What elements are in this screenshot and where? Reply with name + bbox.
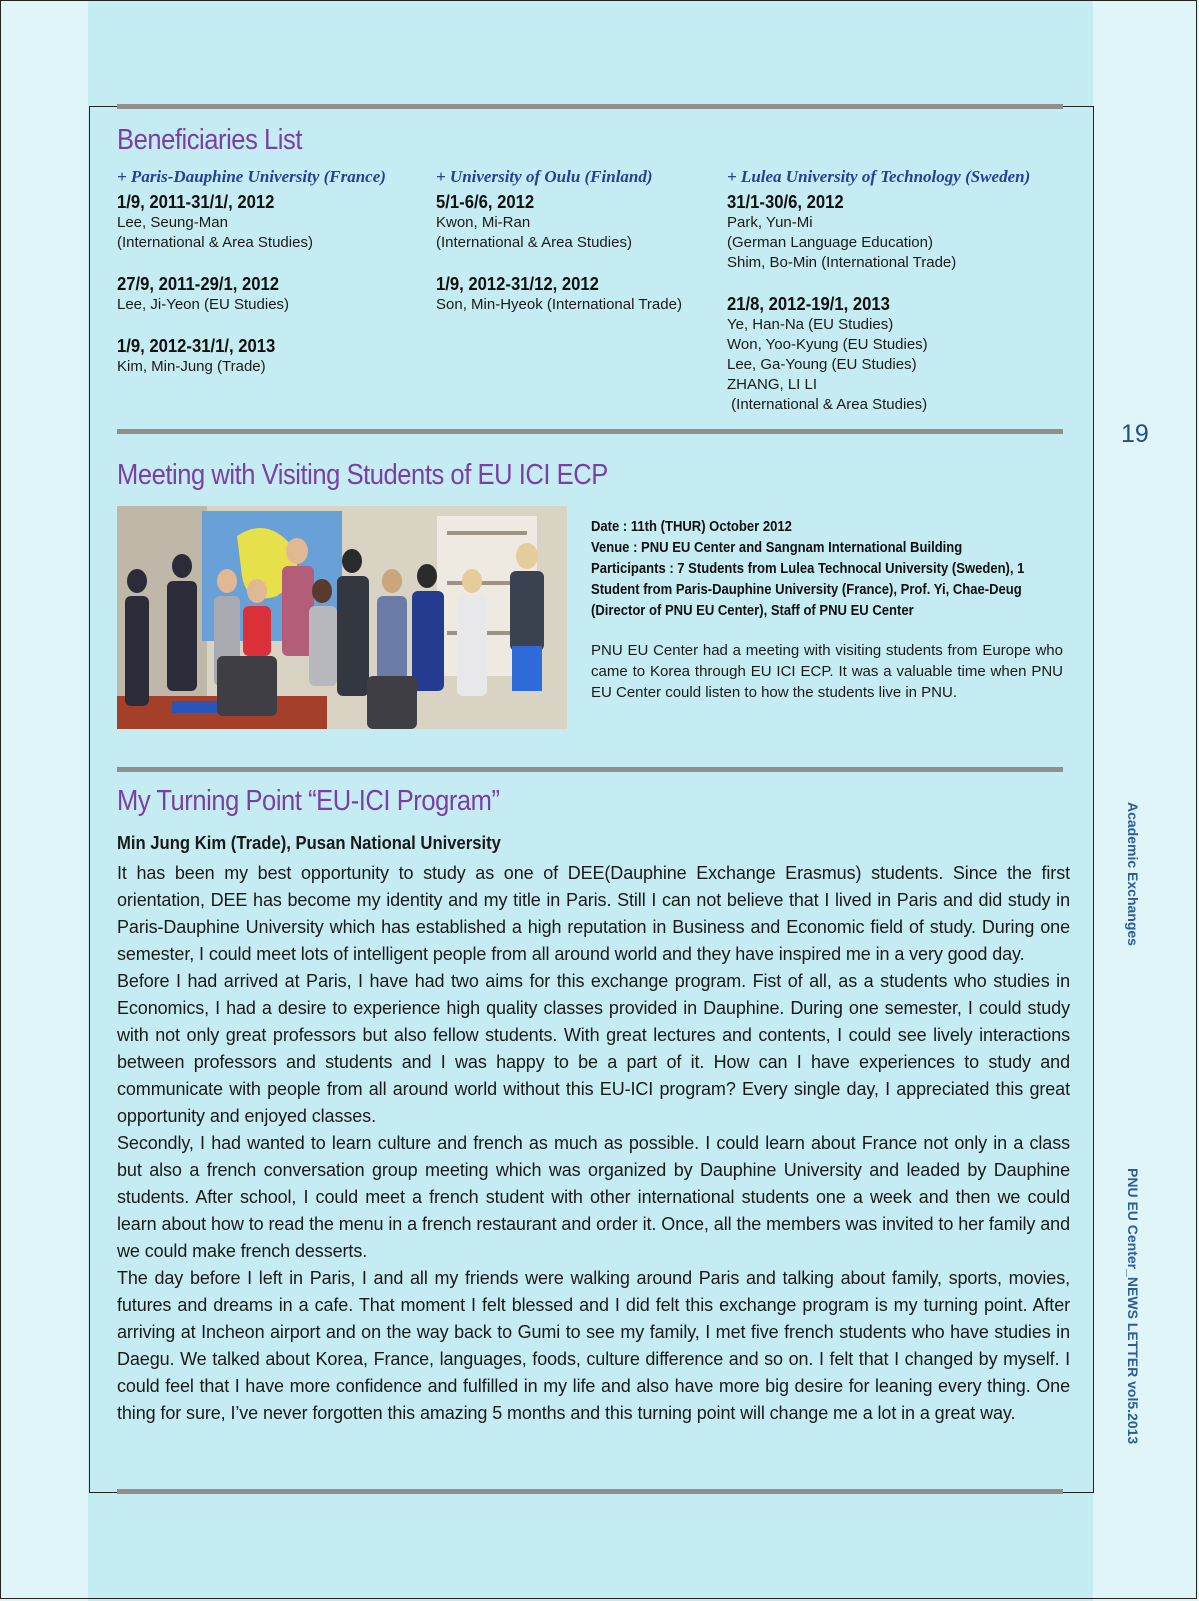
beneficiary-entry (727, 293, 1030, 415)
beneficiary-entry (436, 191, 682, 253)
beneficiary-name: Kwon, Mi-Ran (436, 214, 531, 231)
beneficiary-column-oulu (436, 166, 682, 335)
meeting-description: PNU EU Center had a meeting with visiting students from Europe who came to Korea through EU ICI ECP. It was a valuable time when PNU EU Center could listen to how the students live in PNU. (591, 642, 1063, 701)
beneficiary-entry (117, 335, 386, 377)
meeting-participants: Participants : 7 Students from Lulea Technocal University (Sweden), 1 Student from Paris-Dauphine University (France), Prof. Yi, Chae-Deug (Director of PNU EU Center), Staff of PNU EU Center (591, 561, 1025, 619)
beneficiary-entry (727, 191, 1030, 273)
section-divider (117, 104, 1063, 109)
meeting-info (591, 517, 1063, 703)
beneficiary-entry (436, 273, 682, 315)
section-side-label: Academic Exchanges (1125, 802, 1141, 946)
beneficiary-name: Kim, Min-Jung (Trade) (117, 358, 266, 375)
beneficiary-name: ZHANG, LI LI (727, 376, 818, 393)
university-heading: + University of Oulu (Finland) (436, 167, 653, 186)
article-paragraph: The day before I left in Paris, I and all my friends were walking around Paris and talking about family, sports, movies, futures and dreams in a cafe. That moment I felt blessed and I did felt this exchange program is my turning point. After arriving at Incheon airport and on the way back to Gumi to see my family, I met five french students who have studies in Daegu. We talked about Korea, France, languages, foods, culture difference and so on. I felt that I changed by myself. I could feel that I have more confidence and fulfilled in my life and also have more big desire for leaning every thing. One thing for sure, I’ve never forgotten this amazing 5 months and this turning point will change me a lot in a great way. (117, 1268, 1070, 1423)
period-label: 5/1-6/6, 2012 (436, 191, 535, 212)
beneficiary-name: (International & Area Studies) (436, 234, 632, 251)
period-label: 31/1-30/6, 2012 (727, 191, 844, 212)
page-number: 19 (1121, 420, 1149, 448)
article-author: Min Jung Kim (Trade), Pusan National University (117, 832, 501, 853)
period-label: 1/9, 2012-31/1/, 2013 (117, 335, 276, 356)
section-divider (117, 767, 1063, 772)
university-heading: + Paris-Dauphine University (France) (117, 167, 386, 186)
section-divider (117, 1489, 1063, 1494)
article-paragraph: It has been my best opportunity to study as one of DEE(Dauphine Exchange Erasmus) students. Since the first orientation, DEE has become my identity and my title in Paris. Still I can not believe that I lived in Paris and did study in Paris-Dauphine University which has established a high reputation in Business and Economic field of study. During one semester, I could meet lots of intelligent people from all around world and they have inspired me in a very good day. (117, 863, 1070, 964)
meeting-title: Meeting with Visiting Students of EU ICI ECP (117, 459, 608, 491)
university-heading: + Lulea University of Technology (Sweden) (727, 167, 1031, 186)
beneficiary-name: (International & Area Studies) (727, 396, 928, 413)
period-label: 1/9, 2012-31/12, 2012 (436, 273, 599, 294)
beneficiaries-title: Beneficiaries List (117, 124, 302, 156)
period-label: 21/8, 2012-19/1, 2013 (727, 293, 890, 314)
period-label: 1/9, 2011-31/1/, 2012 (117, 191, 275, 212)
article-paragraph: Before I had arrived at Paris, I have had two aims for this exchange program. Fist of all, as a students who studies in Economics, I had a desire to experience high quality classes provided in Dauphine. During one semester, I could study with not only great professors but also fellow students. With great lectures and contents, I could see lively interactions between professors and students and I was happy to be a part of it. How can I have experiences to study and communicate with people from all around world without this EU-ICI program? Every single day, I appreciated this great opportunity and enjoyed classes. (117, 971, 1070, 1126)
beneficiary-name: (International & Area Studies) (117, 234, 313, 251)
beneficiary-name: (German Language Education) (727, 234, 933, 251)
publication-side-label: PNU EU Center_NEWS LETTER vol5.2013 (1125, 1168, 1141, 1445)
beneficiary-entry (117, 191, 386, 253)
beneficiary-name: Lee, Seung-Man (117, 214, 228, 231)
article-body (117, 860, 1070, 1427)
section-divider (117, 429, 1063, 434)
beneficiary-name: Won, Yoo-Kyung (EU Studies) (727, 336, 928, 353)
beneficiary-column-lulea (727, 166, 1030, 435)
beneficiary-name: Park, Yun-Mi (727, 214, 813, 231)
beneficiary-name: Shim, Bo-Min (International Trade) (727, 254, 957, 271)
period-label: 27/9, 2011-29/1, 2012 (117, 273, 280, 294)
article-title: My Turning Point “EU-ICI Program” (117, 785, 500, 817)
beneficiary-name: Lee, Ga-Young (EU Studies) (727, 356, 917, 373)
beneficiary-name: Lee, Ji-Yeon (EU Studies) (117, 296, 290, 313)
meeting-date: Date : 11th (THUR) October 2012 (591, 519, 792, 535)
article-paragraph: Secondly, I had wanted to learn culture and french as much as possible. I could learn about France not only in a class but also a french conversation group meeting which was organized by Dauphine University and leaded by Dauphine students. After school, I could meet a french student with other international students one a week and then we could learn about how to read the menu in a french restaurant and order it. Once, all the members was invited to her family and we could make french desserts. (117, 1133, 1070, 1261)
beneficiary-entry (117, 273, 386, 315)
beneficiary-name: Ye, Han-Na (EU Studies) (727, 316, 894, 333)
group-photo-illustration (117, 506, 567, 729)
beneficiary-name: Son, Min-Hyeok (International Trade) (436, 296, 682, 313)
beneficiary-column-paris (117, 166, 386, 397)
meeting-venue: Venue : PNU EU Center and Sangnam International Building (591, 540, 963, 556)
group-photo (117, 506, 567, 729)
